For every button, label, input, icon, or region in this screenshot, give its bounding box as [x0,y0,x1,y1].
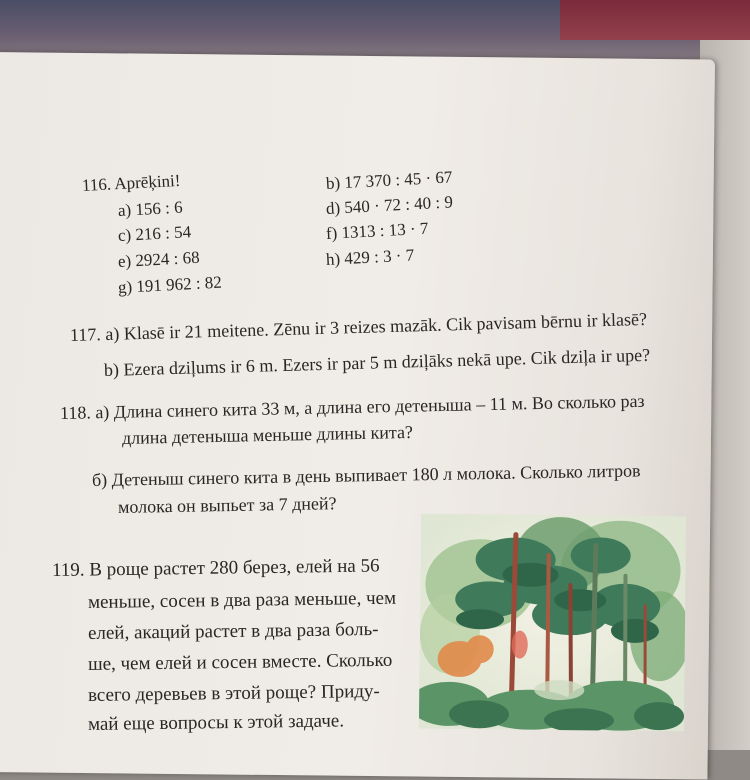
problem-117-a: 117. a) Klasē ir 21 meitene. Zēnu ir 3 reizes mazāk. Cik pavisam bērnu ir klasē? [69,308,648,345]
problem-119-line6: май еще вопросы к этой задаче. [87,710,345,735]
problem-116-c: c) 216 : 54 [117,222,192,245]
problem-117-b: b) Ezera dziļums ir 6 m. Ezers ir par 5 m dziļāks nekā upe. Cik dziļa ir upe? [103,344,651,380]
background-red-object [560,0,750,40]
problem-119-line1: 119. В роще растет 280 берез, елей на 56 [51,555,380,581]
problem-116-b: b) 17 370 : 45 · 67 [325,167,453,193]
problem-116-a: a) 156 : 6 [117,197,184,220]
problem-116-h: h) 429 : 3 · 7 [325,245,415,269]
problem-116-e: e) 2924 : 68 [117,247,201,271]
problem-116-f: f) 1313 : 13 · 7 [325,218,429,243]
problem-118-a-line1: 118. а) Длина синего кита 33 м, а длина его детеныша – 11 м. Во сколько раз [59,390,645,423]
problem-118-b-line2: молока он выпьет за 7 дней? [117,493,337,517]
problem-116-g: g) 191 962 : 82 [117,272,223,297]
problem-119-line3: елей, акаций растет в два раза боль- [87,618,379,644]
problem-116-d: d) 540 · 72 : 40 : 9 [325,192,454,218]
problem-118-a-line2: длина детеныша меньше длины кита? [121,421,414,448]
problem-119-line5: всего деревьев в этой роще? Приду- [87,680,380,706]
problem-119-line2: меньше, сосен в два раза меньше, чем [87,587,397,613]
forest-illustration [419,514,686,732]
problem-116-title: 116. Aprēķini! [81,170,181,195]
problem-119-line4: ше, чем елей и сосен вместе. Сколько [87,649,393,675]
problem-118-b-line1: б) Детеныш синего кита в день выпивает 180 л молока. Сколько литров [91,460,641,490]
